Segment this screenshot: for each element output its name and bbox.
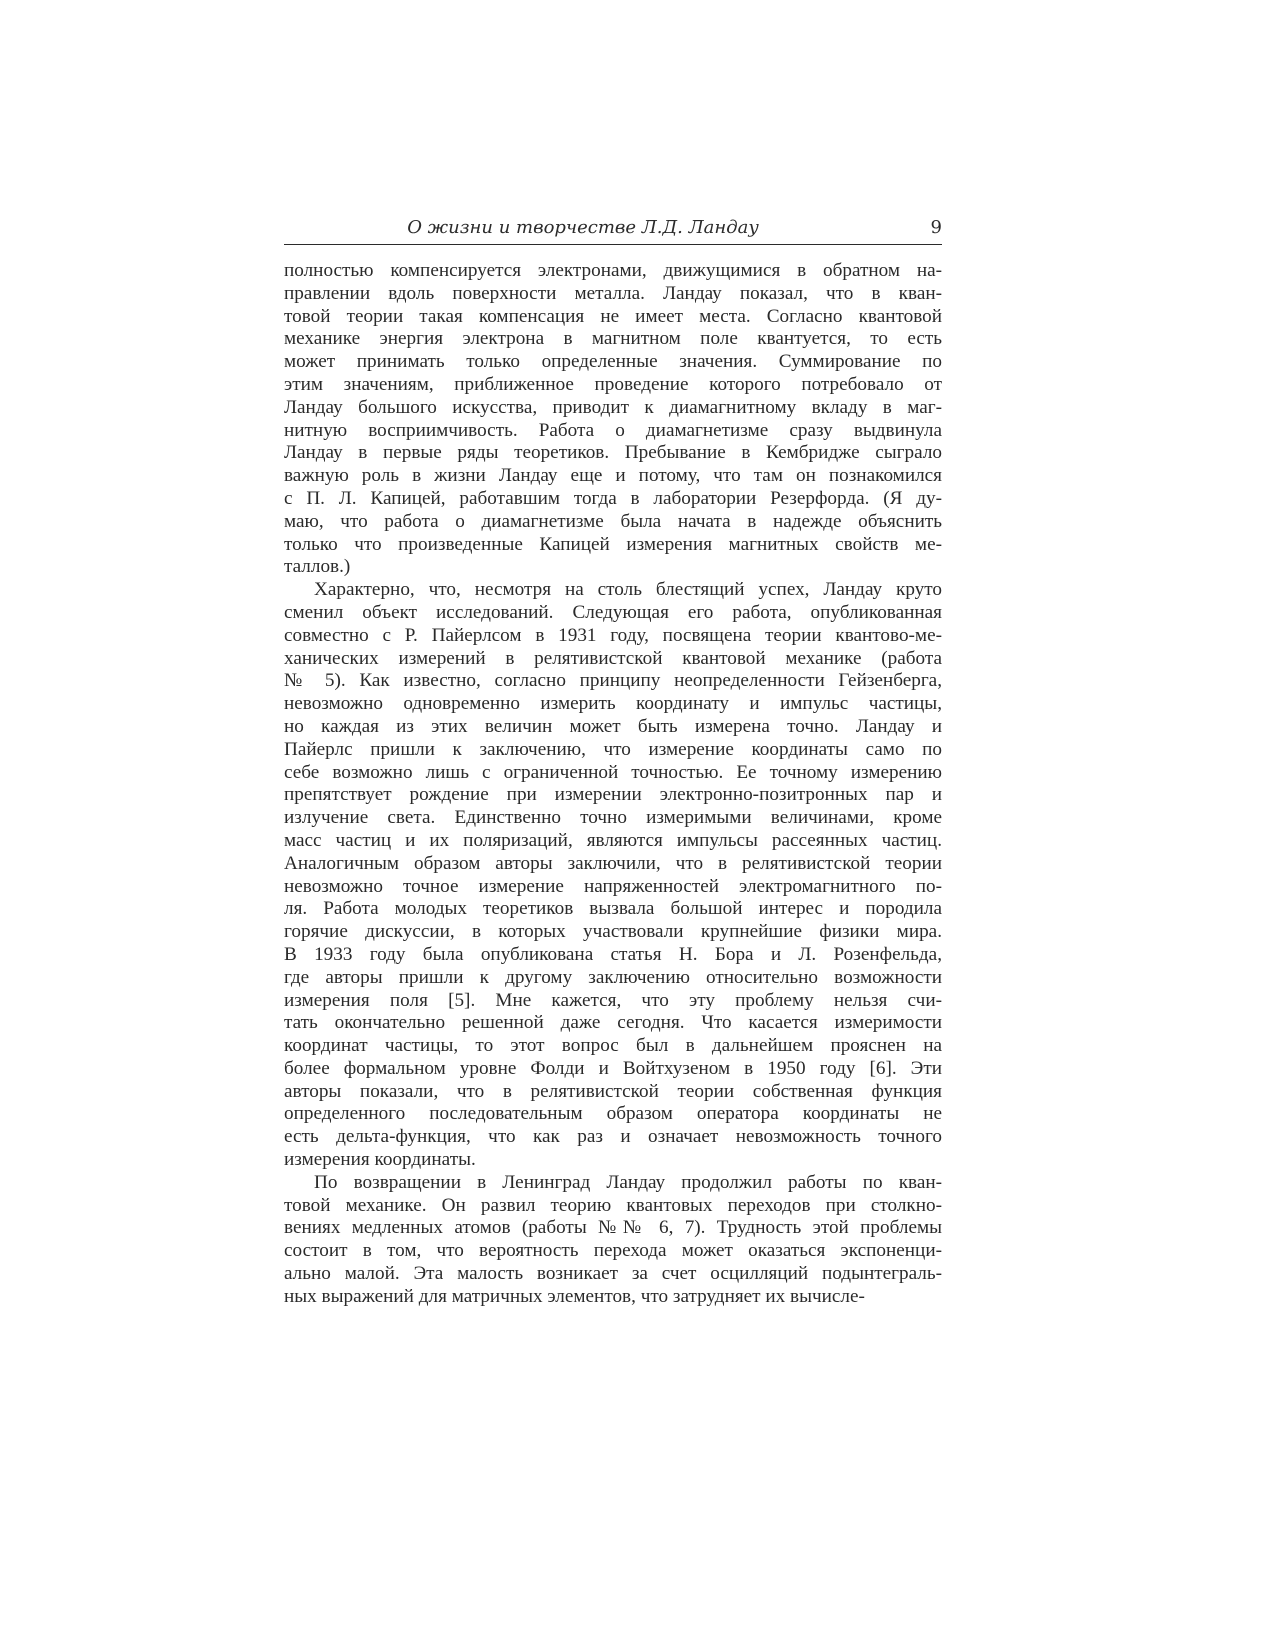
text-line: товой теории такая компенсация не имеет места. Согласно квантовой: [284, 305, 942, 327]
text-line: измерения поля [5]. Мне кажется, что эту проблему нельзя счи-: [284, 989, 942, 1011]
text-line: товой механике. Он развил теорию квантовых переходов при столкно-: [284, 1194, 942, 1216]
text-line: этим значениям, приближенное проведение которого потребовало от: [284, 373, 942, 395]
text-line: состоит в том, что вероятность перехода может оказаться экспоненци-: [284, 1240, 942, 1262]
text-line: масс частиц и их поляризаций, являются импульсы рассеянных частиц.: [284, 829, 942, 851]
text-line: излучение света. Единственно точно измеримыми величинами, кроме: [284, 807, 942, 829]
text-line: более формальном уровне Фолди и Войтхузеном в 1950 году [6]. Эти: [284, 1057, 942, 1079]
text-line: вениях медленных атомов (работы №№ 6, 7). Трудность этой проблемы: [284, 1217, 942, 1239]
text-line: может принимать только определенные значения. Суммирование по: [284, 351, 942, 373]
text-line: с П. Л. Капицей, работавшим тогда в лаборатории Резерфорда. (Я ду-: [284, 487, 942, 509]
text-line: Пайерлс пришли к заключению, что измерение координаты само по: [284, 738, 942, 760]
text-line: себе возможно лишь с ограниченной точностью. Ее точному измерению: [284, 761, 942, 783]
text-line: важную роль в жизни Ландау еще и потому, что там он познакомился: [284, 465, 942, 487]
text-line: № 5). Как известно, согласно принципу неопределенности Гейзенберга,: [284, 670, 942, 692]
body-text: [284, 260, 942, 1309]
text-line: координат частицы, то этот вопрос был в дальнейшем прояснен на: [284, 1035, 942, 1057]
text-line: механике энергия электрона в магнитном поле квантуется, то есть: [284, 328, 942, 350]
text-line: Ландау большого искусства, приводит к диамагнитному вкладу в маг-: [284, 396, 942, 418]
text-line: препятствует рождение при измерении электронно-позитронных пар и: [284, 784, 942, 806]
text-line: маю, что работа о диамагнетизме была начата в надежде объяснить: [284, 510, 942, 532]
text-line: измерения координаты.: [284, 1149, 476, 1171]
running-title: О жизни и творчестве Л.Д. Ландау: [407, 217, 759, 238]
text-line: По возвращении в Ленинград Ландау продолжил работы по кван-: [314, 1171, 942, 1193]
text-line: тать окончательно решенной даже сегодня. Что касается измеримости: [284, 1012, 942, 1034]
page-number: 9: [930, 217, 942, 238]
text-line: ханических измерений в релятивистской квантовой механике (работа: [284, 647, 942, 669]
text-line: только что произведенные Капицей измерения магнитных свойств ме-: [284, 533, 942, 555]
text-line: полностью компенсируется электронами, движущимися в обратном на-: [284, 260, 942, 281]
text-line: где авторы пришли к другому заключению относительно возможности: [284, 966, 942, 988]
text-line: ально малой. Эта малость возникает за счет осцилляций подынтеграль-: [284, 1263, 942, 1285]
text-line: ных выражений для матричных элементов, что затрудняет их вычисле-: [284, 1285, 865, 1307]
text-line: совместно с Р. Пайерлсом в 1931 году, посвящена теории квантово-ме-: [284, 624, 942, 646]
text-line: Характерно, что, несмотря на столь блестящий успех, Ландау круто: [314, 579, 942, 601]
text-line: невозможно точное измерение напряженностей электромагнитного по-: [284, 875, 942, 897]
text-line: определенного последовательным образом оператора координаты не: [284, 1103, 942, 1125]
text-line: есть дельта-функция, что как раз и означает невозможность точного: [284, 1126, 942, 1148]
text-line: ля. Работа молодых теоретиков вызвала большой интерес и породила: [284, 898, 942, 920]
text-line: но каждая из этих величин может быть измерена точно. Ландау и: [284, 715, 942, 737]
text-line: невозможно одновременно измерить координату и импульс частицы,: [284, 693, 942, 715]
paragraph: [284, 1172, 942, 1309]
text-line: Аналогичным образом авторы заключили, что в релятивистской теории: [284, 852, 942, 874]
paragraph: [284, 260, 942, 579]
text-line: таллов.): [284, 556, 351, 578]
text-line: Ландау в первые ряды теоретиков. Пребывание в Кембридже сыграло: [284, 442, 942, 464]
text-line: нитную восприимчивость. Работа о диамагнетизме сразу выдвинула: [284, 419, 942, 441]
text-line: авторы показали, что в релятивистской теории собственная функция: [284, 1080, 942, 1102]
running-head: [284, 216, 942, 245]
text-line: правлении вдоль поверхности металла. Ландау показал, что в кван-: [284, 282, 942, 304]
text-line: сменил объект исследований. Следующая его работа, опубликованная: [284, 601, 942, 623]
paragraph: [284, 579, 942, 1172]
text-line: В 1933 году была опубликована статья Н. Бора и Л. Розенфельда,: [284, 943, 942, 965]
text-line: горячие дискуссии, в которых участвовали крупнейшие физики мира.: [284, 921, 942, 943]
